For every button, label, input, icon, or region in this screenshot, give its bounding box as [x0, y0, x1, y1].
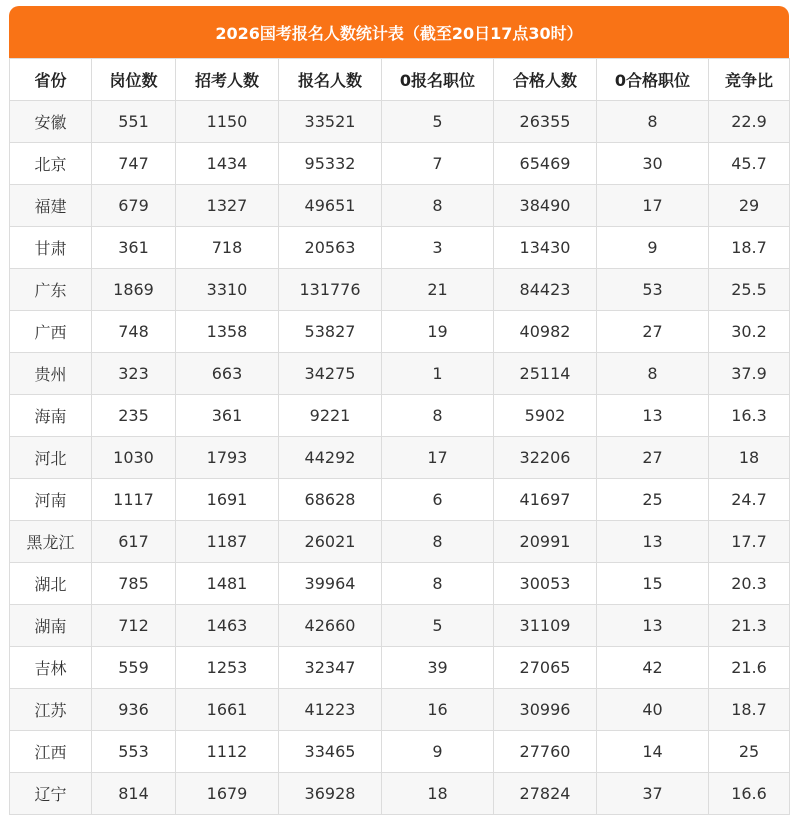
cell-applicants: 68628: [279, 479, 382, 521]
table-title: 2026国考报名人数统计表（截至20日17点30时）: [9, 6, 789, 58]
stats-table-container: [9, 6, 789, 815]
cell-positions: 936: [92, 689, 176, 731]
cell-recruits: 1187: [176, 521, 279, 563]
cell-zero-qualified: 30: [597, 143, 709, 185]
cell-applicants: 44292: [279, 437, 382, 479]
table-row: [10, 143, 790, 185]
cell-qualified: 31109: [494, 605, 597, 647]
cell-ratio: 22.9: [709, 101, 790, 143]
cell-zero-applied: 17: [382, 437, 494, 479]
cell-recruits: 3310: [176, 269, 279, 311]
col-header-province: 省份: [10, 59, 92, 101]
cell-qualified: 27760: [494, 731, 597, 773]
cell-province: 江西: [10, 731, 92, 773]
cell-zero-qualified: 17: [597, 185, 709, 227]
cell-recruits: 1434: [176, 143, 279, 185]
cell-ratio: 45.7: [709, 143, 790, 185]
table-row: [10, 605, 790, 647]
cell-ratio: 16.6: [709, 773, 790, 815]
cell-ratio: 30.2: [709, 311, 790, 353]
cell-zero-qualified: 9: [597, 227, 709, 269]
cell-province: 甘肃: [10, 227, 92, 269]
cell-ratio: 25: [709, 731, 790, 773]
cell-ratio: 25.5: [709, 269, 790, 311]
cell-positions: 553: [92, 731, 176, 773]
cell-zero-qualified: 27: [597, 311, 709, 353]
cell-province: 北京: [10, 143, 92, 185]
cell-province: 广西: [10, 311, 92, 353]
cell-recruits: 1358: [176, 311, 279, 353]
cell-recruits: 1793: [176, 437, 279, 479]
col-header-applicants: 报名人数: [279, 59, 382, 101]
cell-province: 黑龙江: [10, 521, 92, 563]
table-row: [10, 437, 790, 479]
cell-zero-applied: 8: [382, 563, 494, 605]
cell-zero-qualified: 8: [597, 353, 709, 395]
table-row: [10, 395, 790, 437]
cell-applicants: 34275: [279, 353, 382, 395]
cell-zero-applied: 39: [382, 647, 494, 689]
cell-recruits: 1112: [176, 731, 279, 773]
cell-qualified: 25114: [494, 353, 597, 395]
cell-qualified: 32206: [494, 437, 597, 479]
cell-positions: 617: [92, 521, 176, 563]
cell-qualified: 27824: [494, 773, 597, 815]
cell-qualified: 30996: [494, 689, 597, 731]
table-row: [10, 647, 790, 689]
cell-ratio: 17.7: [709, 521, 790, 563]
cell-zero-applied: 9: [382, 731, 494, 773]
header-row: [10, 59, 790, 101]
col-header-zero-applied: 0报名职位: [382, 59, 494, 101]
cell-positions: 747: [92, 143, 176, 185]
cell-province: 福建: [10, 185, 92, 227]
table-row: [10, 311, 790, 353]
cell-recruits: 1679: [176, 773, 279, 815]
cell-recruits: 718: [176, 227, 279, 269]
table-row: [10, 269, 790, 311]
cell-applicants: 33465: [279, 731, 382, 773]
cell-positions: 712: [92, 605, 176, 647]
col-header-positions: 岗位数: [92, 59, 176, 101]
cell-ratio: 18.7: [709, 227, 790, 269]
cell-province: 湖南: [10, 605, 92, 647]
cell-zero-qualified: 8: [597, 101, 709, 143]
cell-zero-applied: 3: [382, 227, 494, 269]
table-row: [10, 353, 790, 395]
table-row: [10, 227, 790, 269]
table-row: [10, 521, 790, 563]
cell-zero-applied: 18: [382, 773, 494, 815]
cell-applicants: 41223: [279, 689, 382, 731]
table-row: [10, 185, 790, 227]
cell-zero-qualified: 13: [597, 521, 709, 563]
cell-province: 吉林: [10, 647, 92, 689]
cell-positions: 679: [92, 185, 176, 227]
cell-positions: 235: [92, 395, 176, 437]
cell-ratio: 37.9: [709, 353, 790, 395]
cell-positions: 559: [92, 647, 176, 689]
cell-province: 河北: [10, 437, 92, 479]
cell-recruits: 1463: [176, 605, 279, 647]
cell-applicants: 131776: [279, 269, 382, 311]
cell-qualified: 27065: [494, 647, 597, 689]
col-header-recruits: 招考人数: [176, 59, 279, 101]
cell-zero-qualified: 15: [597, 563, 709, 605]
table-row: [10, 731, 790, 773]
table-row: [10, 563, 790, 605]
cell-applicants: 36928: [279, 773, 382, 815]
cell-recruits: 1691: [176, 479, 279, 521]
cell-province: 河南: [10, 479, 92, 521]
cell-zero-applied: 7: [382, 143, 494, 185]
cell-province: 海南: [10, 395, 92, 437]
cell-qualified: 13430: [494, 227, 597, 269]
cell-zero-applied: 5: [382, 101, 494, 143]
cell-ratio: 29: [709, 185, 790, 227]
cell-ratio: 20.3: [709, 563, 790, 605]
cell-qualified: 41697: [494, 479, 597, 521]
cell-applicants: 42660: [279, 605, 382, 647]
cell-applicants: 33521: [279, 101, 382, 143]
cell-recruits: 1661: [176, 689, 279, 731]
table-row: [10, 101, 790, 143]
cell-zero-qualified: 13: [597, 395, 709, 437]
cell-zero-applied: 21: [382, 269, 494, 311]
cell-recruits: 1150: [176, 101, 279, 143]
cell-positions: 814: [92, 773, 176, 815]
cell-applicants: 53827: [279, 311, 382, 353]
cell-zero-applied: 1: [382, 353, 494, 395]
cell-zero-qualified: 25: [597, 479, 709, 521]
cell-zero-applied: 8: [382, 395, 494, 437]
cell-province: 贵州: [10, 353, 92, 395]
cell-province: 广东: [10, 269, 92, 311]
col-header-qualified: 合格人数: [494, 59, 597, 101]
cell-zero-qualified: 37: [597, 773, 709, 815]
cell-province: 江苏: [10, 689, 92, 731]
cell-positions: 1869: [92, 269, 176, 311]
cell-qualified: 65469: [494, 143, 597, 185]
cell-zero-qualified: 40: [597, 689, 709, 731]
table-row: [10, 479, 790, 521]
col-header-zero-qualified: 0合格职位: [597, 59, 709, 101]
table-row: [10, 773, 790, 815]
cell-positions: 323: [92, 353, 176, 395]
cell-province: 安徽: [10, 101, 92, 143]
cell-zero-qualified: 53: [597, 269, 709, 311]
cell-qualified: 38490: [494, 185, 597, 227]
cell-zero-qualified: 13: [597, 605, 709, 647]
table-row: [10, 689, 790, 731]
cell-zero-qualified: 27: [597, 437, 709, 479]
cell-qualified: 20991: [494, 521, 597, 563]
cell-ratio: 18.7: [709, 689, 790, 731]
cell-qualified: 84423: [494, 269, 597, 311]
cell-zero-qualified: 42: [597, 647, 709, 689]
cell-zero-qualified: 14: [597, 731, 709, 773]
cell-zero-applied: 8: [382, 521, 494, 563]
cell-ratio: 18: [709, 437, 790, 479]
stats-table: [9, 58, 790, 815]
cell-recruits: 663: [176, 353, 279, 395]
cell-recruits: 1481: [176, 563, 279, 605]
cell-zero-applied: 16: [382, 689, 494, 731]
cell-qualified: 30053: [494, 563, 597, 605]
cell-applicants: 49651: [279, 185, 382, 227]
cell-ratio: 21.3: [709, 605, 790, 647]
cell-zero-applied: 19: [382, 311, 494, 353]
cell-qualified: 40982: [494, 311, 597, 353]
cell-qualified: 5902: [494, 395, 597, 437]
cell-positions: 1117: [92, 479, 176, 521]
cell-applicants: 39964: [279, 563, 382, 605]
cell-zero-applied: 8: [382, 185, 494, 227]
cell-recruits: 1327: [176, 185, 279, 227]
cell-applicants: 9221: [279, 395, 382, 437]
cell-applicants: 20563: [279, 227, 382, 269]
cell-positions: 361: [92, 227, 176, 269]
cell-zero-applied: 5: [382, 605, 494, 647]
cell-positions: 551: [92, 101, 176, 143]
cell-qualified: 26355: [494, 101, 597, 143]
cell-zero-applied: 6: [382, 479, 494, 521]
cell-applicants: 95332: [279, 143, 382, 185]
cell-recruits: 361: [176, 395, 279, 437]
cell-applicants: 32347: [279, 647, 382, 689]
cell-positions: 748: [92, 311, 176, 353]
col-header-ratio: 竞争比: [709, 59, 790, 101]
cell-ratio: 16.3: [709, 395, 790, 437]
table-body: [10, 101, 790, 815]
cell-province: 辽宁: [10, 773, 92, 815]
cell-positions: 785: [92, 563, 176, 605]
cell-ratio: 21.6: [709, 647, 790, 689]
cell-applicants: 26021: [279, 521, 382, 563]
cell-ratio: 24.7: [709, 479, 790, 521]
cell-positions: 1030: [92, 437, 176, 479]
cell-recruits: 1253: [176, 647, 279, 689]
cell-province: 湖北: [10, 563, 92, 605]
